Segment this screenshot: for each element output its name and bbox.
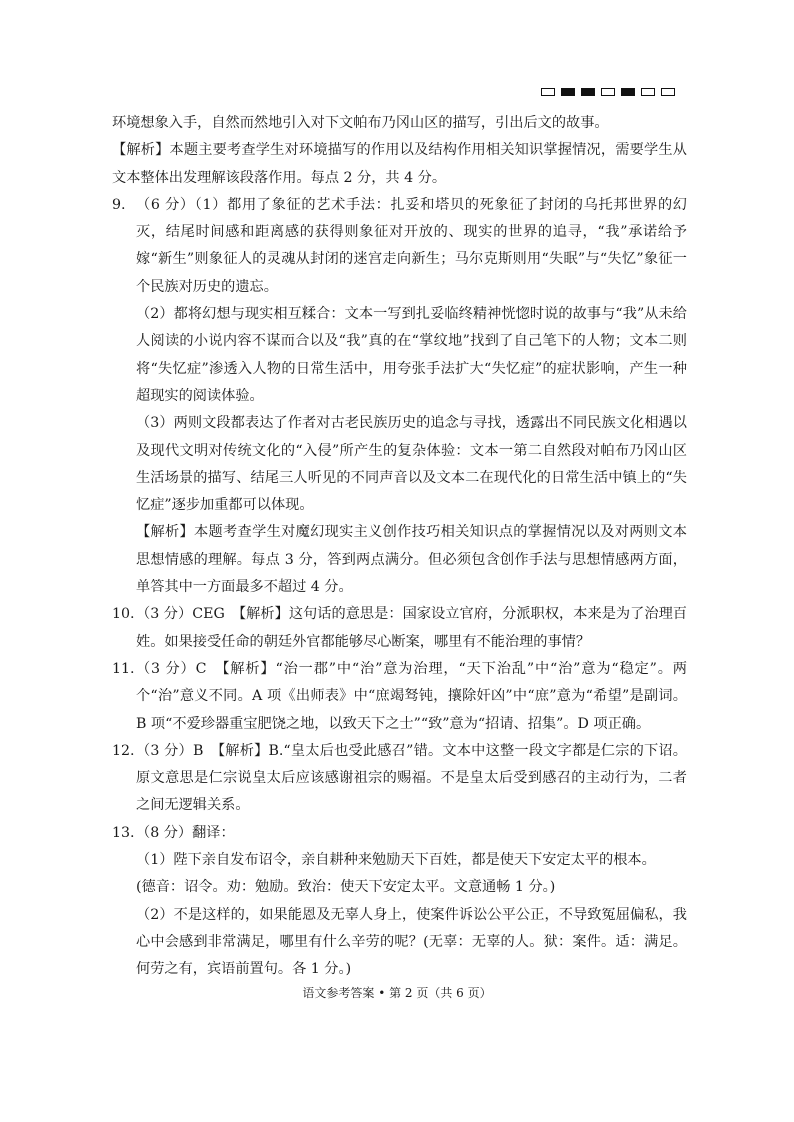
header-mark-filled xyxy=(621,88,635,96)
q9-block xyxy=(112,192,687,601)
question-number: 12. xyxy=(112,742,135,759)
q13-translation-1-note: (德音：诏令。劝：勉励。致治：使天下安定太平。文意通畅 1 分。) xyxy=(136,879,556,896)
page-footer: 语文参考答案 • 第 2 页（共 6 页） xyxy=(302,986,492,1000)
q11-block xyxy=(112,656,687,738)
q12-block xyxy=(112,738,687,820)
q12-answer: （3 分）B 【解析】B.“皇太后也受此感召”错。文本中这整一段文字都是仁宗的下诏。原文意思是仁宗说皇太后应该感谢祖宗的赐福。不是皇太后受到感召的主动行为，二者之间无逻辑关系。 xyxy=(136,742,687,814)
header-mark-empty xyxy=(601,88,615,96)
header-mark-empty xyxy=(661,88,675,96)
header-marks xyxy=(541,88,675,96)
q13-heading: （8 分）翻译： xyxy=(136,824,235,841)
q13-block xyxy=(112,820,687,984)
answer-content xyxy=(112,110,687,984)
header-mark-filled xyxy=(581,88,595,96)
q10-block xyxy=(112,601,687,656)
q8-analysis: 【解析】本题主要考查学生对环境描写的作用以及结构作用相关知识掌握情况，需要学生从文本整体出发理解该段落作用。每点 2 分，共 4 分。 xyxy=(112,142,687,186)
question-number: 10. xyxy=(112,606,135,623)
header-mark-empty xyxy=(641,88,655,96)
question-number: 13. xyxy=(112,824,135,841)
q9-analysis: 【解析】本题考查学生对魔幻现实主义创作技巧相关知识点的掌握情况以及对两则文本思想情感的理解。每点 3 分，答到两点满分。但必须包含创作手法与思想情感两方面，单答其中一方面最多不超过 4 分。 xyxy=(136,524,687,596)
question-number: 11. xyxy=(112,660,135,677)
q11-answer: （3 分）C 【解析】“治一郡”中“治”意为治理，“天下治乱”中“治”意为“稳定”。两个“治”意义不同。A 项《出师表》中“庶竭驽钝，攘除奸凶”中“庶”意为“希望”是副词。B 项“不爱珍器重宝肥饶之地，以致天下之士”“致”意为“招请、招集”。D 项正确。 xyxy=(136,660,687,732)
header-mark-filled xyxy=(561,88,575,96)
q10-answer: （3 分）CEG 【解析】这句话的意思是：国家设立官府，分派职权，本来是为了治理百姓。如果接受任命的朝廷外官都能够尽心断案，哪里有不能治理的事情？ xyxy=(136,606,687,650)
q13-translation-1: （1）陛下亲自发布诏令，亲自耕种来勉励天下百姓，都是使天下安定太平的根本。 xyxy=(136,852,656,869)
q13-translation-2: （2）不是这样的，如果能恩及无辜人身上，使案件诉讼公平公正，不导致冤屈偏私，我心中会感到非常满足，哪里有什么辛劳的呢？(无辜：无辜的人。狱：案件。适：满足。何劳之有，宾语前置句。各 1 分。) xyxy=(136,906,687,978)
q8-answer-tail: 环境想象入手，自然而然地引入对下文帕布乃冈山区的描写，引出后文的故事。 xyxy=(112,115,609,131)
question-number: 9. xyxy=(112,196,126,213)
q9-answer-point-1: （6 分）（1）都用了象征的艺术手法：扎妥和塔贝的死象征了封闭的乌托邦世界的幻灭，结尾时间感和距离感的获得则象征对开放的、现实的世界的追寻，“我”承诺给予嫁“新生”则象征人的灵魂从封闭的迷宫走向新生；马尔克斯则用“失眠”与“失忆”象征一个民族对历史的遗忘。 xyxy=(136,196,687,295)
q9-answer-point-2: （2）都将幻想与现实相互糅合：文本一写到扎妥临终精神恍惚时说的故事与“我”从未给人阅读的小说内容不谋而合以及“我”真的在“掌纹地”找到了自己笔下的人物；文本二则将“失忆症”渗透入人物的日常生活中，用夸张手法扩大“失忆症”的症状影响，产生一种超现实的阅读体验。 xyxy=(136,306,687,404)
q9-answer-point-3: （3）两则文段都表达了作者对古老民族历史的追念与寻找，透露出不同民族文化相遇以及现代文明对传统文化的“入侵”所产生的复杂体验：文本一第二自然段对帕布乃冈山区生活场景的描写、结尾三人听见的不同声音以及文本二在现代化的日常生活中镇上的“失忆症”逐步加重都可以体现。 xyxy=(136,415,687,514)
header-mark-empty xyxy=(541,88,555,96)
